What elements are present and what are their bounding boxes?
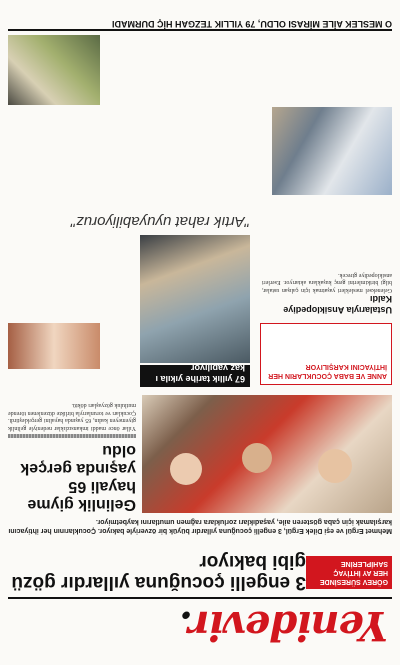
newspaper-logo (180, 602, 388, 649)
bottom-headline: O MESLEK AİLE MİRASI OLDU, 79 YILLIK TEZGAH HİÇ DURMADI (111, 19, 392, 29)
logo-dot: . (180, 602, 193, 649)
side-story (8, 401, 136, 513)
story-photo-3 (272, 107, 392, 195)
middle-story-body: Geleneksel meslekleri yaşatmak için çalışan ustalar, bilgi birikimlerini genç kuşaklara aktarıyor. Eserleri ansiklopediye girecek. (262, 272, 392, 293)
highlight-box (260, 323, 392, 385)
middle-story (262, 271, 392, 316)
lead-photo (142, 395, 392, 513)
lead-headline: 3 engelli çocuğuna yıllardır gözü gibi bakıyor (11, 551, 306, 593)
masthead (8, 597, 392, 655)
lead-tag: GÖREV SÜRESİNDE HER AY İHTİYAÇ SAHİPLERİNE (306, 556, 392, 589)
highlight-box-text: ANNE VE BABA ÇOCUKLARIN HER İHTİYACINI KARŞILIYOR (268, 363, 387, 379)
lead-story-header (8, 537, 392, 593)
bottom-story (8, 3, 392, 31)
side-story-body: Yıllar önce maddi imkansızlıklar nedeniyle gelinlik giyemeyen kadın, 65 yaşında hayalini gerçekleştirdi. Çocukları ve torunlarıyla birlikte düzenlenen törende mutluluk gözyaşları döktü. (8, 402, 136, 431)
logo-text: Yenidevir (192, 602, 388, 649)
black-label: 67 yıllık tarihe yıkıla ı kaz yapılıyor (140, 365, 250, 387)
story-photo-4 (8, 35, 100, 105)
story-photo-5 (8, 323, 100, 369)
side-story-title: Gelinlik giyme hayali 65 yaşında gerçek oldu (20, 442, 136, 513)
story-photo-2 (140, 235, 250, 363)
lead-deck: Mehmet Ergül ve eşi Dilek Ergül, 3 engelli çocuğuna yıllardır büyük bir özveriyle bakıyor. Çocuklarının her ihtiyacını karşılamak için çaba gösteren aile, yaşadıkları zorluklara rağmen umutlarını kaybetmiyor. (8, 518, 392, 534)
pull-quote: "Artık rahat uyuyabiliyoruz" (70, 213, 250, 230)
middle-story-title: Ustalarıyla Ansiklopediye Kaldı (283, 294, 392, 315)
